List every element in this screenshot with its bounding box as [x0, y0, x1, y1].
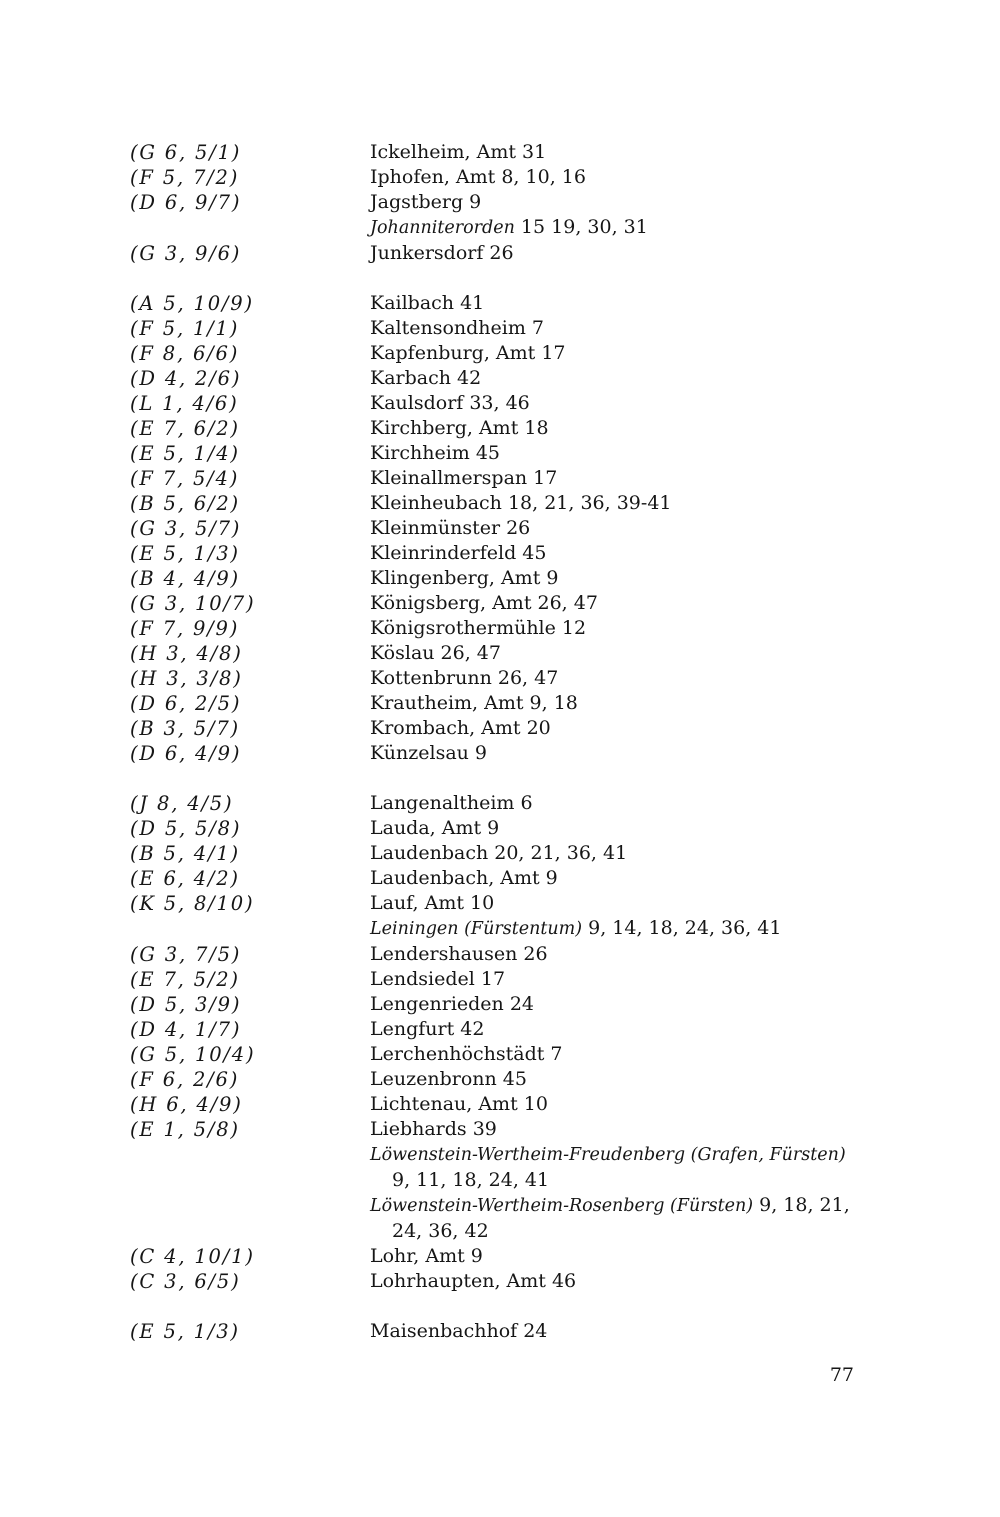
index-entry — [0, 1269, 1000, 1294]
place-name — [370, 190, 870, 215]
grid-reference: (H 3, 4/8) — [130, 642, 243, 665]
index-entry — [0, 241, 1000, 266]
place-name — [370, 1092, 870, 1117]
grid-reference: (D 4, 2/6) — [130, 367, 242, 390]
grid-reference: (B 5, 6/2) — [130, 492, 240, 515]
place-references: Iphofen, Amt 8, 10, 16 — [370, 166, 586, 188]
grid-reference: (B 5, 4/1) — [130, 842, 240, 865]
index-entry — [0, 215, 1000, 241]
place-references: Kleinmünster 26 — [370, 517, 531, 539]
grid-reference: (C 3, 6/5) — [130, 1270, 241, 1293]
place-name — [370, 1017, 870, 1042]
grid-reference: (G 3, 9/6) — [130, 242, 242, 265]
index-entry — [0, 816, 1000, 841]
place-name — [370, 341, 870, 366]
place-name — [370, 241, 870, 266]
place-references: Laudenbach 20, 21, 36, 41 — [370, 842, 628, 864]
index-entry — [0, 291, 1000, 316]
place-references: Köslau 26, 47 — [370, 642, 501, 664]
place-name — [370, 992, 870, 1017]
grid-reference: (E 5, 1/3) — [130, 542, 240, 565]
place-references: 9, 18, 21, — [753, 1194, 850, 1216]
place-references: Kleinrinderfeld 45 — [370, 542, 547, 564]
place-name — [370, 741, 870, 766]
place-references: Karbach 42 — [370, 367, 482, 389]
territory-name: Löwenstein-Wertheim-Rosenberg (Fürsten) — [370, 1196, 754, 1216]
grid-reference — [0, 1193, 370, 1244]
place-references: Lohrhaupten, Amt 46 — [370, 1270, 577, 1292]
index-entry — [0, 916, 1000, 942]
index-entry — [0, 992, 1000, 1017]
index-entry — [0, 616, 1000, 641]
place-name — [370, 666, 870, 691]
index-entry — [0, 316, 1000, 341]
index-entry — [0, 591, 1000, 616]
grid-reference: (C 4, 10/1) — [130, 1245, 255, 1268]
place-name — [370, 140, 870, 165]
index-entry — [0, 1092, 1000, 1117]
place-name — [370, 1319, 870, 1344]
index-entry — [0, 416, 1000, 441]
grid-reference: (F 8, 6/6) — [130, 342, 240, 365]
grid-reference: (E 1, 5/8) — [130, 1118, 240, 1141]
references-continuation: 24, 36, 42 — [392, 1220, 489, 1242]
place-name — [370, 391, 870, 416]
place-name — [370, 1193, 870, 1244]
place-references: Junkersdorf 26 — [370, 242, 514, 264]
place-references: Kleinheubach 18, 21, 36, 39-41 — [370, 492, 672, 514]
grid-reference: (G 3, 7/5) — [130, 943, 242, 966]
grid-reference: (L 1, 4/6) — [130, 392, 239, 415]
index-entry — [0, 190, 1000, 215]
place-name — [370, 316, 870, 341]
place-references: Jagstberg 9 — [370, 191, 482, 213]
place-name — [370, 967, 870, 992]
place-references: Kottenbrunn 26, 47 — [370, 667, 559, 689]
place-name — [370, 691, 870, 716]
grid-reference: (D 6, 4/9) — [130, 742, 242, 765]
index-entry — [0, 140, 1000, 165]
grid-reference: (F 5, 7/2) — [130, 166, 240, 189]
place-references: Lichtenau, Amt 10 — [370, 1093, 548, 1115]
place-references: Lauf, Amt 10 — [370, 892, 495, 914]
index-entry — [0, 741, 1000, 766]
place-name — [370, 1117, 870, 1142]
index-entry — [0, 1142, 1000, 1193]
place-name — [370, 616, 870, 641]
grid-reference: (D 6, 2/5) — [130, 692, 242, 715]
place-references: Leuzenbronn 45 — [370, 1068, 527, 1090]
grid-reference: (H 3, 3/8) — [130, 667, 243, 690]
place-name — [370, 1244, 870, 1269]
place-references: Lauda, Amt 9 — [370, 817, 500, 839]
place-name — [370, 566, 870, 591]
place-references: 9, 14, 18, 24, 36, 41 — [582, 917, 782, 939]
place-references: Kirchheim 45 — [370, 442, 501, 464]
index-entry — [0, 1193, 1000, 1244]
index-entry — [0, 441, 1000, 466]
place-name — [370, 641, 870, 666]
place-name — [370, 491, 870, 516]
index-entry — [0, 391, 1000, 416]
grid-reference: (D 6, 9/7) — [130, 191, 242, 214]
place-name — [370, 916, 870, 942]
place-references: Maisenbachhof 24 — [370, 1320, 548, 1342]
index-entry — [0, 716, 1000, 741]
place-references: Lohr, Amt 9 — [370, 1245, 483, 1267]
grid-reference: (G 5, 10/4) — [130, 1043, 256, 1066]
grid-reference: (K 5, 8/10) — [130, 892, 255, 915]
index-entry — [0, 516, 1000, 541]
place-references: Langenaltheim 6 — [370, 792, 533, 814]
place-references: Kaltensondheim 7 — [370, 317, 545, 339]
place-name — [370, 541, 870, 566]
index-entry — [0, 165, 1000, 190]
index-entry — [0, 891, 1000, 916]
territory-name: Leiningen (Fürstentum) — [370, 919, 583, 939]
place-name — [370, 1269, 870, 1294]
place-references: Krombach, Amt 20 — [370, 717, 551, 739]
grid-reference: (F 6, 2/6) — [130, 1068, 240, 1091]
grid-reference: (D 4, 1/7) — [130, 1018, 242, 1041]
place-name — [370, 215, 870, 241]
index-entry — [0, 841, 1000, 866]
grid-reference: (F 5, 1/1) — [130, 317, 240, 340]
place-references: Lerchenhöchstädt 7 — [370, 1043, 563, 1065]
index-entry — [0, 541, 1000, 566]
grid-reference: (E 5, 1/4) — [130, 442, 240, 465]
index-entry — [0, 1042, 1000, 1067]
place-references: Kailbach 41 — [370, 292, 485, 314]
grid-reference: (G 6, 5/1) — [130, 141, 242, 164]
place-references: Kirchberg, Amt 18 — [370, 417, 549, 439]
place-references: Krautheim, Amt 9, 18 — [370, 692, 578, 714]
place-name — [370, 1067, 870, 1092]
place-references: Lendsiedel 17 — [370, 968, 506, 990]
index-entry — [0, 566, 1000, 591]
place-references: Laudenbach, Amt 9 — [370, 867, 558, 889]
place-name — [370, 866, 870, 891]
place-references: Königsberg, Amt 26, 47 — [370, 592, 598, 614]
index-entry — [0, 1067, 1000, 1092]
place-name — [370, 1142, 870, 1193]
place-name — [370, 591, 870, 616]
index-entry — [0, 641, 1000, 666]
index-entry — [0, 866, 1000, 891]
grid-reference — [0, 1142, 370, 1193]
place-name — [370, 942, 870, 967]
index-list — [0, 140, 1000, 1344]
grid-reference: (E 5, 1/3) — [130, 1320, 240, 1343]
index-entry — [0, 691, 1000, 716]
place-references: Liebhards 39 — [370, 1118, 497, 1140]
place-references: Ickelheim, Amt 31 — [370, 141, 547, 163]
place-name — [370, 791, 870, 816]
territory-name: Johanniterorden — [370, 218, 515, 238]
index-entry — [0, 1017, 1000, 1042]
index-entry — [0, 791, 1000, 816]
references-continuation: 9, 11, 18, 24, 41 — [392, 1169, 550, 1191]
index-entry — [0, 341, 1000, 366]
grid-reference: (B 4, 4/9) — [130, 567, 240, 590]
place-name — [370, 291, 870, 316]
index-entry — [0, 942, 1000, 967]
grid-reference: (F 7, 9/9) — [130, 617, 240, 640]
place-name — [370, 891, 870, 916]
grid-reference: (G 3, 10/7) — [130, 592, 256, 615]
place-references: Kapfenburg, Amt 17 — [370, 342, 566, 364]
grid-reference: (D 5, 5/8) — [130, 817, 242, 840]
grid-reference: (E 6, 4/2) — [130, 867, 240, 890]
grid-reference: (D 5, 3/9) — [130, 993, 242, 1016]
place-name — [370, 416, 870, 441]
grid-reference: (G 3, 5/7) — [130, 517, 242, 540]
place-name — [370, 165, 870, 190]
grid-reference: (F 7, 5/4) — [130, 467, 240, 490]
index-entry — [0, 1117, 1000, 1142]
page-number: 77 — [829, 1364, 854, 1386]
grid-reference: (E 7, 6/2) — [130, 417, 240, 440]
place-name — [370, 716, 870, 741]
grid-reference: (E 7, 5/2) — [130, 968, 240, 991]
index-entry — [0, 366, 1000, 391]
place-name — [370, 841, 870, 866]
grid-reference: (H 6, 4/9) — [130, 1093, 243, 1116]
place-references: Königsrothermühle 12 — [370, 617, 587, 639]
place-references: Lendershausen 26 — [370, 943, 548, 965]
place-name — [370, 1042, 870, 1067]
place-references: Kleinallmerspan 17 — [370, 467, 558, 489]
index-entry — [0, 466, 1000, 491]
index-entry — [0, 666, 1000, 691]
place-references: Kaulsdorf 33, 46 — [370, 392, 530, 414]
index-entry — [0, 491, 1000, 516]
place-name — [370, 441, 870, 466]
grid-reference — [0, 215, 370, 241]
territory-name: Löwenstein-Wertheim-Freudenberg (Grafen, Fürsten) — [370, 1145, 846, 1165]
grid-reference: (J 8, 4/5) — [130, 792, 234, 815]
place-name — [370, 816, 870, 841]
place-references: Künzelsau 9 — [370, 742, 488, 764]
index-entry — [0, 1319, 1000, 1344]
place-references: Klingenberg, Amt 9 — [370, 567, 559, 589]
place-references: 15 19, 30, 31 — [514, 216, 648, 238]
grid-reference — [0, 916, 370, 942]
grid-reference: (B 3, 5/7) — [130, 717, 240, 740]
place-name — [370, 466, 870, 491]
place-name — [370, 516, 870, 541]
index-entry — [0, 1244, 1000, 1269]
place-references: Lengfurt 42 — [370, 1018, 485, 1040]
index-entry — [0, 967, 1000, 992]
place-references: Lengenrieden 24 — [370, 993, 535, 1015]
place-name — [370, 366, 870, 391]
grid-reference: (A 5, 10/9) — [130, 292, 254, 315]
